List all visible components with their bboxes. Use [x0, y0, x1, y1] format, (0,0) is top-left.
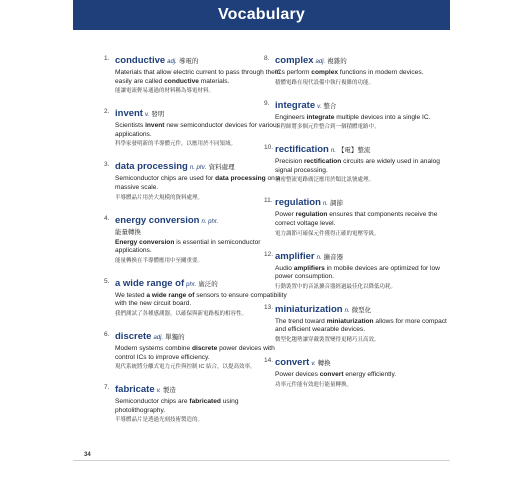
chinese-meaning: 導電的 — [178, 58, 199, 65]
vocab-entry — [264, 249, 450, 291]
chinese-meaning: 單獨的 — [165, 333, 185, 341]
entry-headline — [275, 195, 450, 210]
part-of-speech: n. — [330, 148, 336, 155]
chinese-translation: 現代系統將分離式電力元件與控制 IC 結合，以提高效率。 — [115, 364, 256, 371]
highlighted-term: integrate — [306, 113, 335, 121]
chinese-translation: 半導體晶片是透過光刻技術製造的。 — [115, 417, 204, 424]
part-of-speech: n. phr. — [201, 218, 219, 225]
sentence-text: new semiconductor devices for various applications. — [115, 122, 280, 138]
highlighted-term: discrete — [191, 344, 218, 352]
example-sentence — [275, 114, 450, 123]
entry-number: 8. — [264, 55, 270, 62]
vocab-entry — [264, 195, 450, 237]
vocab-term: convert — [275, 356, 310, 368]
sentence-text: Audio — [275, 264, 294, 272]
entry-headline — [115, 159, 290, 174]
example-sentence — [115, 175, 290, 192]
chinese-meaning: 發明 — [151, 111, 165, 119]
chinese-meaning: 調節 — [329, 200, 343, 208]
chinese-meaning: 複雜的 — [327, 58, 347, 65]
sentence-text: circuits are widely used in analog signal processing. — [275, 158, 440, 174]
vocab-term: energy conversion — [115, 214, 200, 226]
entry-headline — [115, 276, 290, 291]
chinese-meaning: 轉換 — [317, 359, 331, 367]
chinese-translation: 積體電路在現代設備中執行複雜的功能。 — [275, 79, 375, 86]
sentence-text: in mobile devices are optimized for low power consumption. — [275, 264, 440, 281]
entry-number: 10. — [264, 144, 274, 152]
vocab-entry — [264, 302, 450, 344]
header-bar — [73, 0, 450, 30]
sentence-text: materials. — [198, 77, 230, 85]
chinese-translation: 能量轉換在半導體應用中至關重要。 — [115, 257, 204, 264]
sentence-text: Power — [275, 211, 296, 219]
part-of-speech: n. — [344, 307, 350, 314]
example-sentence — [275, 318, 450, 335]
sentence-text: Scientists — [115, 122, 146, 130]
sentence-text: Semiconductor chips are — [115, 398, 190, 406]
sentence-text: Materials that allow electric current to pass through them easily are called — [115, 69, 281, 85]
example-sentence — [275, 265, 450, 282]
entry-number: 2. — [104, 108, 110, 116]
vocab-entry — [104, 159, 290, 201]
highlighted-term: invent — [145, 122, 165, 130]
sentence-text: We tested — [115, 291, 147, 299]
sentence-text: using photolithography. — [115, 398, 239, 414]
sentence-text: Modern systems combine — [115, 344, 192, 352]
highlighted-term: data processing — [215, 175, 266, 183]
vocab-entry — [104, 329, 290, 371]
sentence-text: is essential in semiconductor applications. — [115, 238, 261, 255]
vocab-entry — [104, 382, 290, 424]
sentence-text: Engineers — [275, 113, 307, 121]
chinese-translation: 半導體晶片用於大規模的資料處理。 — [115, 194, 204, 201]
entry-headline — [275, 249, 450, 264]
entry-number: 9. — [264, 99, 270, 107]
example-sentence — [115, 69, 290, 86]
chinese-meaning: 整合 — [323, 102, 337, 110]
sentence-text: ICs perform — [275, 69, 312, 76]
highlighted-term: a wide range of — [146, 291, 195, 299]
part-of-speech: adj. — [167, 59, 177, 65]
entry-headline — [275, 142, 450, 157]
chinese-meaning: 資料處理 — [208, 164, 235, 172]
entry-number: 4. — [104, 214, 110, 222]
part-of-speech: phr. — [186, 281, 197, 288]
vocab-term: miniaturization — [275, 303, 343, 315]
vocabulary-column-right — [264, 53, 450, 400]
highlighted-term: conductive — [164, 77, 199, 85]
entry-headline — [275, 355, 450, 370]
page-title: Vocabulary — [217, 6, 306, 23]
entry-number: 12. — [264, 250, 274, 258]
entry-number: 3. — [104, 161, 110, 169]
sentence-text: functions in modern devices. — [338, 69, 424, 76]
entry-number: 1. — [104, 55, 110, 62]
chinese-meaning: 製造 — [162, 387, 176, 395]
chinese-meaning: 廣泛的 — [198, 280, 218, 288]
highlighted-term: rectification — [303, 158, 342, 166]
entry-number: 7. — [104, 384, 110, 392]
part-of-speech: v. — [156, 388, 161, 395]
footer-divider — [73, 460, 450, 461]
example-sentence — [275, 211, 450, 228]
example-sentence — [115, 398, 290, 415]
chinese-translation: 科學家發明新的半導體元件，以應用於不同領域。 — [115, 141, 237, 148]
vocab-term: a wide range of — [115, 277, 185, 289]
sentence-text: Precision — [275, 158, 304, 166]
sentence-text: power devices with control ICs to improve efficiency. — [115, 344, 275, 361]
sentence-text: The trend toward — [275, 317, 327, 325]
sentence-text: Semiconductor chips are used for — [115, 175, 216, 183]
sentence-text: energy efficiently. — [343, 370, 397, 378]
chinese-translation: 功率元件能有效進行能量轉換。 — [275, 381, 353, 388]
vocab-term: invent — [115, 108, 143, 120]
entry-headline — [275, 302, 450, 317]
entry-number: 13. — [264, 303, 274, 311]
example-sentence — [115, 122, 290, 139]
part-of-speech: adj. — [315, 59, 326, 65]
chinese-translation: 電力調節可確保元件獲得正確的電壓等級。 — [275, 230, 380, 237]
chinese-meaning: 【電】整流 — [337, 147, 371, 155]
sentence-text: sensors to ensure compatibility with the new circuit board. — [115, 291, 287, 308]
part-of-speech: adj. — [153, 334, 164, 341]
vocab-term: integrate — [275, 99, 316, 111]
vocab-term: discrete — [115, 330, 152, 342]
entry-number: 6. — [104, 330, 110, 338]
vocab-term: regulation — [275, 197, 321, 209]
highlighted-term: miniaturization — [326, 317, 374, 325]
part-of-speech: n. phr. — [189, 165, 207, 172]
part-of-speech: n. — [316, 254, 322, 261]
part-of-speech: v. — [317, 103, 322, 110]
vocab-term: fabricate — [115, 384, 155, 396]
vocab-term: rectification — [275, 144, 329, 156]
highlighted-term: complex — [311, 69, 339, 76]
chinese-meaning: 擴音器 — [323, 253, 344, 261]
vocab-term: conductive — [115, 55, 166, 66]
entry-number: 14. — [264, 356, 274, 364]
vocab-term: complex — [275, 55, 314, 66]
part-of-speech: v. — [144, 112, 150, 119]
vocab-entry — [264, 355, 450, 389]
vocab-entry — [264, 98, 450, 132]
part-of-speech: v. — [311, 360, 316, 367]
vocab-term: data processing — [115, 161, 188, 173]
example-sentence — [275, 371, 450, 380]
chinese-translation: 我們測試了各種感測器，以確保與新電路板的相容性。 — [115, 310, 248, 317]
chinese-translation: 能讓電流輕易通過的材料稱為導電材料。 — [115, 88, 215, 95]
vocab-term: amplifier — [275, 250, 315, 262]
entry-headline — [115, 382, 290, 397]
chinese-translation: 微型化趨勢讓穿戴裝置變得更精巧且高效。 — [275, 336, 380, 343]
entry-headline — [275, 98, 450, 113]
example-sentence — [275, 158, 450, 175]
chinese-translation: 行動裝置中的音訊擴音器經過最佳化以降低功耗。 — [275, 283, 397, 290]
sentence-text: ensures that components receive the correct voltage level. — [275, 211, 438, 227]
chinese-translation: 精密整流電路廣泛應用於類比訊號處理。 — [275, 177, 375, 184]
chinese-translation: 工程師將多個元件整合到一個積體電路中。 — [275, 124, 380, 131]
page-number: 34 — [84, 452, 91, 458]
sentence-text: Power devices — [275, 370, 320, 378]
chinese-meaning: 能量轉換 — [115, 228, 141, 236]
vocab-entry — [104, 276, 290, 318]
part-of-speech: n. — [322, 201, 328, 208]
vocab-entry — [264, 142, 450, 184]
highlighted-term: Energy conversion — [115, 238, 175, 246]
entry-headline — [275, 53, 450, 68]
sentence-text: on a massive scale. — [115, 175, 281, 191]
entry-number: 11. — [264, 197, 273, 205]
entry-headline — [115, 106, 290, 121]
entry-number: 5. — [104, 277, 110, 285]
highlighted-term: amplifiers — [293, 264, 325, 272]
vocab-entry — [264, 53, 450, 87]
sentence-text: allows for more compact and efficient wearable devices. — [275, 317, 447, 334]
highlighted-term: fabricated — [189, 398, 221, 406]
sentence-text: multiple devices into a single IC. — [334, 113, 431, 121]
chinese-meaning: 微型化 — [351, 306, 372, 314]
highlighted-term: convert — [319, 370, 344, 378]
entry-headline — [115, 329, 290, 344]
vocab-entry — [104, 106, 290, 148]
entry-headline — [115, 213, 290, 238]
example-sentence — [275, 69, 450, 78]
vocabulary-column-left — [104, 53, 290, 435]
highlighted-term: regulation — [295, 211, 328, 219]
